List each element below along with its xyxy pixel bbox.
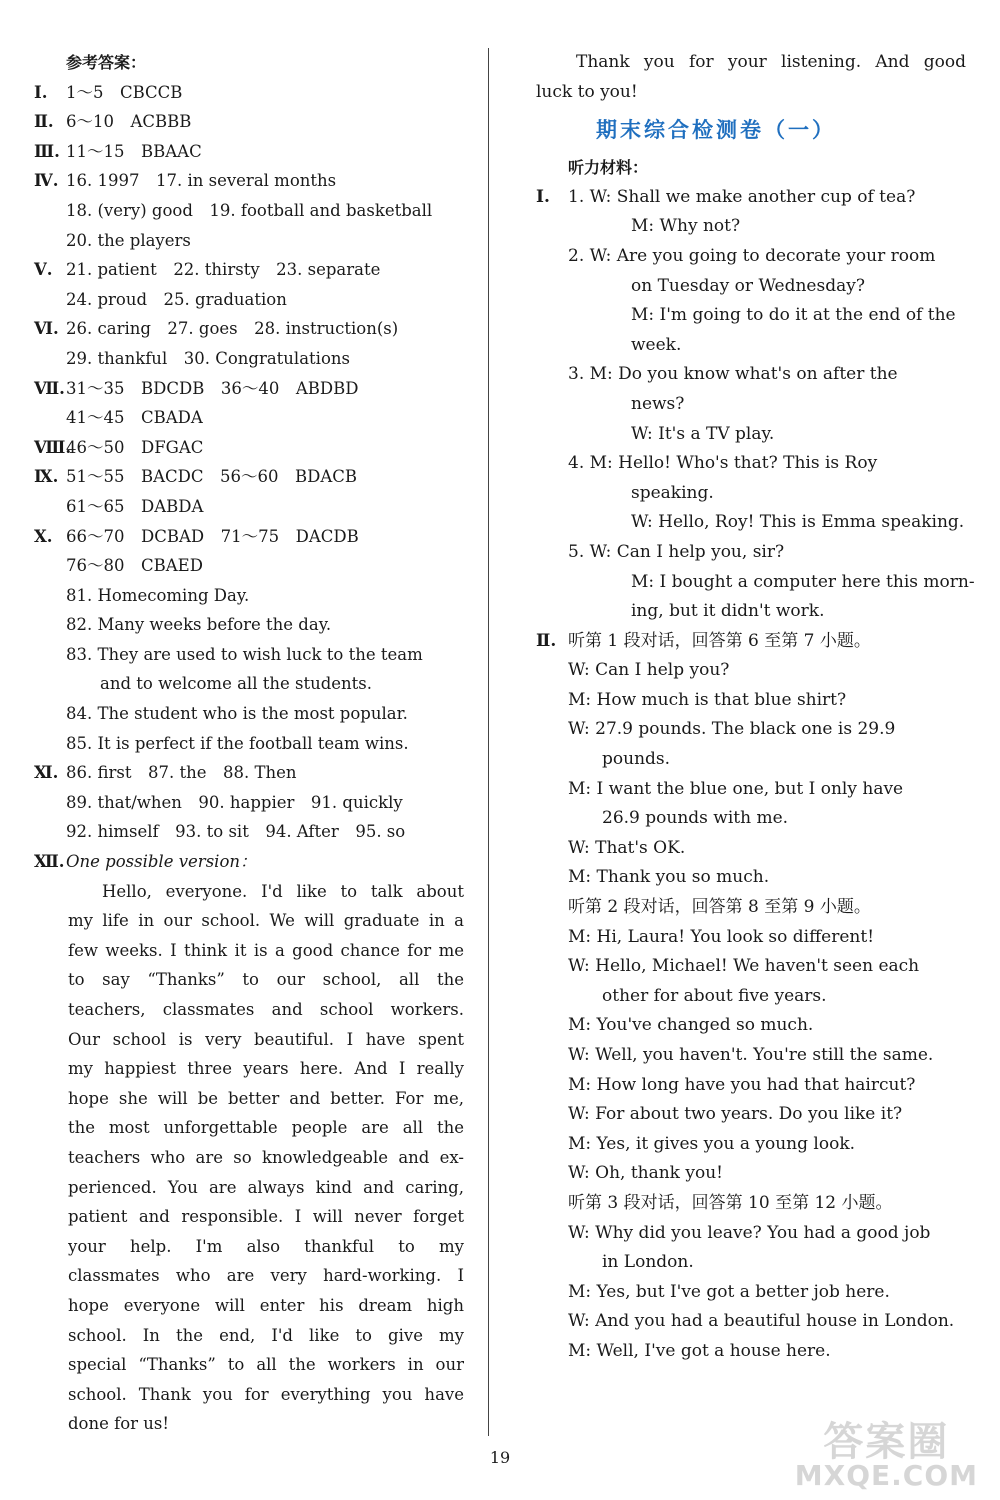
list-item: [536, 390, 966, 420]
list-item: [536, 242, 966, 272]
line-text: M: I bought a computer here this morn-: [631, 571, 975, 592]
list-item: [34, 255, 464, 285]
line-text: 92. himself 93. to sit 94. After 95. so: [66, 822, 406, 842]
line-text: 41～45 CBADA: [66, 408, 203, 428]
list-item: [536, 863, 966, 893]
section-number: Ⅵ.: [34, 319, 59, 339]
line-text: 6～10 ACBBB: [66, 112, 192, 132]
paragraph-text: Hello, everyone. I'd like to talk about: [102, 881, 464, 901]
essay-paragraph: [34, 877, 464, 1439]
list-item: [536, 893, 966, 923]
line-text: 31～35 BDCDB 36～40 ABDBD: [66, 378, 359, 398]
list-item: [34, 344, 464, 374]
page-number: 19: [489, 1448, 511, 1467]
list-item: [34, 137, 464, 167]
line-text: 83. They are used to wish luck to the team: [66, 644, 423, 664]
line-text: W: And you had a beautiful house in London.: [568, 1311, 955, 1332]
list-item: [536, 212, 966, 242]
line-text: other for about five years.: [602, 985, 827, 1006]
section-number: Ⅺ.: [34, 763, 59, 783]
paragraph-text: classmates who are very hard-working. I: [68, 1266, 464, 1286]
line-text: and to welcome all the students.: [100, 674, 373, 694]
line-text: M: Thank you so much.: [568, 867, 770, 888]
paragraph-line: [536, 48, 966, 78]
right-column: [536, 48, 975, 1367]
line-text: 85. It is perfect if the football team wins.: [66, 733, 409, 753]
paragraph-text: school. In the end, I'd like to give my: [68, 1325, 464, 1345]
paragraph-text: done for us!: [68, 1414, 170, 1434]
list-item: [34, 610, 464, 640]
list-item: [536, 1337, 966, 1367]
answer-heading: [34, 48, 464, 78]
list-item: [536, 1307, 966, 1337]
line-text: 76～80 CBAED: [66, 556, 203, 576]
list-item: [536, 923, 966, 953]
line-text: 89. that/when 90. happier 91. quickly: [66, 792, 403, 812]
paragraph-line: [536, 78, 966, 108]
line-text: W: Hello, Michael! We haven't seen each: [568, 956, 920, 977]
line-text: ing, but it didn't work.: [631, 601, 825, 622]
section-number: Ⅰ.: [536, 186, 550, 207]
answer-list: [34, 78, 464, 847]
line-text: 61～65 DABDA: [66, 496, 204, 516]
paragraph-line: [34, 1261, 464, 1291]
line-text: M: How much is that blue shirt?: [568, 689, 847, 710]
paragraph-text: luck to you!: [536, 81, 638, 102]
list-item: [34, 196, 464, 226]
list-item: [536, 183, 966, 213]
paragraph-text: my happiest three years here. And I really: [68, 1059, 464, 1079]
line-text: 29. thankful 30. Congratulations: [66, 348, 350, 368]
section-number: Ⅰ.: [34, 82, 48, 102]
transcript-list: [536, 183, 975, 1367]
line-text: 听第 3 段对话，回答第 10 至第 12 小题。: [568, 1192, 893, 1213]
line-text: 26. caring 27. goes 28. instruction(s): [66, 319, 399, 339]
line-text: W: For about two years. Do you like it?: [568, 1104, 903, 1125]
list-item: [536, 1159, 966, 1189]
paragraph-text: your help. I'm also thankful to my: [68, 1236, 464, 1256]
line-text: W: 27.9 pounds. The black one is 29.9: [568, 719, 896, 740]
list-item: [34, 433, 464, 463]
list-item: [34, 314, 464, 344]
line-text: M: Yes, it gives you a young look.: [568, 1133, 856, 1154]
list-item: [34, 729, 464, 759]
section-number: Ⅻ.: [34, 852, 65, 872]
line-text: M: Well, I've got a house here.: [568, 1340, 831, 1361]
paragraph-text: Our school is very beautiful. I have spent: [68, 1029, 464, 1049]
line-text: 86. first 87. the 88. Then: [66, 763, 297, 783]
line-text: W: Well, you haven't. You're still the same.: [568, 1045, 934, 1065]
line-text: W: It's a TV play.: [631, 423, 775, 444]
list-item: [536, 775, 966, 805]
paragraph-text: teachers, classmates and school workers.: [68, 1000, 464, 1019]
watermark-logo: [794, 1419, 978, 1492]
paragraph-line: [34, 1409, 464, 1439]
essay-label: One possible version：: [66, 852, 257, 872]
list-item: [34, 699, 464, 729]
intro-text: [536, 48, 966, 107]
paragraph-line: [34, 906, 464, 936]
section-heading-line: [536, 153, 966, 183]
list-item: [536, 1071, 966, 1101]
paragraph-line: [34, 1232, 464, 1262]
watermark-top: 答案圈: [823, 1419, 950, 1465]
list-item: [34, 107, 464, 137]
list-item: [536, 952, 966, 982]
list-item: [34, 403, 464, 433]
line-text: 84. The student who is the most popular.: [66, 704, 408, 724]
list-item: [536, 804, 966, 834]
list-item: [536, 982, 966, 1012]
paragraph-line: [34, 1173, 464, 1203]
paragraph-line: [34, 877, 464, 907]
paragraph-line: [34, 936, 464, 966]
paragraph-line: [34, 1321, 464, 1351]
line-text: 21. patient 22. thirsty 23. separate: [66, 260, 381, 280]
line-text: 3. M: Do you know what's on after the: [568, 364, 898, 385]
list-item: [34, 285, 464, 315]
list-item: [536, 834, 966, 864]
list-item: [536, 745, 966, 775]
list-item: [536, 479, 966, 509]
list-item: [536, 1130, 966, 1160]
line-text: week.: [631, 334, 682, 355]
paragraph-line: [34, 1113, 464, 1143]
list-item: [536, 420, 966, 450]
list-item: [536, 1041, 966, 1071]
line-text: 24. proud 25. graduation: [66, 289, 287, 309]
line-text: pounds.: [602, 749, 671, 770]
left-column: [34, 48, 464, 1439]
line-text: M: I'm going to do it at the end of the: [631, 305, 956, 326]
watermark-bottom: MXQE.COM: [794, 1459, 978, 1492]
list-item: [536, 272, 966, 302]
line-text: 20. the players: [66, 230, 191, 250]
list-item: [34, 817, 464, 847]
section-number: Ⅳ.: [34, 171, 59, 191]
line-text: W: That's OK.: [568, 837, 686, 858]
paragraph-line: [34, 1025, 464, 1055]
list-item: [536, 360, 966, 390]
paragraph-text: the most unforgettable people are all the: [68, 1118, 464, 1138]
paragraph-text: my life in our school. We will graduate in a: [68, 911, 464, 931]
list-item: [34, 166, 464, 196]
line-text: 66～70 DCBAD 71～75 DACDB: [66, 526, 359, 546]
paragraph-text: few weeks. I think it is a good chance for me: [68, 940, 464, 960]
section-number: Ⅱ.: [536, 630, 557, 651]
list-item: [34, 640, 464, 670]
essay-label-line: [34, 847, 464, 877]
list-item: [34, 581, 464, 611]
answer-heading-text: 参考答案：: [66, 53, 147, 72]
paragraph-text: Thank you for your listening. And good: [576, 52, 966, 72]
list-item: [34, 551, 464, 581]
line-text: M: Yes, but I've got a better job here.: [568, 1281, 890, 1302]
section-number: Ⅱ.: [34, 112, 54, 132]
line-text: 81. Homecoming Day.: [66, 585, 250, 605]
line-text: 听第 2 段对话，回答第 8 至第 9 小题。: [568, 897, 871, 918]
section-number: Ⅲ.: [34, 141, 60, 161]
list-item: [34, 492, 464, 522]
list-item: [34, 226, 464, 256]
paragraph-line: [34, 1143, 464, 1173]
paragraph-text: hope she will be better and better. For me,: [68, 1088, 464, 1108]
paragraph-line: [34, 1084, 464, 1114]
line-text: 4. M: Hello! Who's that? This is Roy: [568, 453, 878, 474]
list-item: [536, 508, 966, 538]
line-text: 46～50 DFGAC: [66, 437, 204, 457]
paragraph-line: [34, 1054, 464, 1084]
line-text: 5. W: Can I help you, sir?: [568, 541, 785, 562]
paragraph-line: [34, 965, 464, 995]
section-number: Ⅶ.: [34, 378, 65, 398]
paragraph-line: [34, 1291, 464, 1321]
line-text: on Tuesday or Wednesday?: [631, 275, 865, 296]
line-text: W: Why did you leave? You had a good job: [568, 1222, 931, 1243]
section-number: Ⅹ.: [34, 526, 53, 546]
line-text: W: Oh, thank you!: [568, 1163, 724, 1184]
paragraph-line: [34, 1350, 464, 1380]
paragraph-text: special “Thanks” to all the workers in our: [68, 1355, 464, 1375]
line-text: 听第 1 段对话，回答第 6 至第 7 小题。: [568, 630, 871, 651]
line-text: news?: [631, 393, 685, 414]
paragraph-text: to say “Thanks” to our school, all the: [68, 970, 464, 990]
list-item: [536, 597, 966, 627]
line-text: 1～5 CBCCB: [66, 82, 183, 102]
paragraph-text: school. Thank you for everything you have: [68, 1384, 464, 1404]
exam-title-line: [536, 107, 966, 153]
list-item: [536, 1248, 966, 1278]
list-item: [536, 1100, 966, 1130]
list-item: [34, 669, 464, 699]
line-text: M: How long have you had that haircut?: [568, 1074, 916, 1095]
paragraph-line: [34, 1380, 464, 1410]
paragraph-text: patient and responsible. I will never forget: [68, 1207, 464, 1227]
list-item: [34, 758, 464, 788]
line-text: M: You've changed so much.: [568, 1015, 814, 1036]
list-item: [536, 331, 966, 361]
line-text: 11～15 BBAAC: [66, 141, 202, 161]
list-item: [536, 301, 966, 331]
column-divider: [488, 48, 489, 1436]
line-text: M: Hi, Laura! You look so different!: [568, 926, 875, 947]
list-item: [536, 1011, 966, 1041]
list-item: [536, 449, 966, 479]
list-item: [34, 462, 464, 492]
paragraph-text: teachers who are so knowledgeable and ex-: [68, 1147, 464, 1167]
line-text: W: Hello, Roy! This is Emma speaking.: [631, 512, 965, 533]
line-text: 16. 1997 17. in several months: [66, 171, 337, 191]
list-item: [536, 656, 966, 686]
section-number: Ⅸ.: [34, 467, 59, 487]
list-item: [536, 686, 966, 716]
list-item: [34, 78, 464, 108]
list-item: [536, 715, 966, 745]
line-text: 26.9 pounds with me.: [602, 808, 789, 829]
line-text: in London.: [602, 1252, 694, 1273]
line-text: 51～55 BACDC 56～60 BDACB: [66, 467, 358, 487]
list-item: [536, 568, 975, 598]
line-text: M: I want the blue one, but I only have: [568, 778, 904, 799]
list-item: [34, 374, 464, 404]
section-heading: 听力材料：: [568, 158, 649, 178]
line-text: M: Why not?: [631, 216, 741, 237]
line-text: 82. Many weeks before the day.: [66, 615, 332, 635]
list-item: [536, 1219, 966, 1249]
paragraph-line: [34, 995, 464, 1025]
section-number: Ⅴ.: [34, 260, 53, 280]
section-number: Ⅷ.: [34, 437, 72, 457]
list-item: [536, 1278, 966, 1308]
list-item: [34, 522, 464, 552]
line-text: 1. W: Shall we make another cup of tea?: [568, 186, 916, 207]
list-item: [536, 538, 966, 568]
line-text: 2. W: Are you going to decorate your room: [568, 245, 936, 266]
paragraph-text: hope everyone will enter his dream high: [68, 1295, 464, 1315]
line-text: speaking.: [631, 482, 714, 503]
list-item: [536, 1189, 966, 1219]
list-item: [34, 788, 464, 818]
exam-title: 期末综合检测卷（一）: [596, 118, 836, 143]
line-text: 18. (very) good 19. football and basketball: [66, 200, 433, 220]
list-item: [536, 627, 966, 657]
line-text: W: Can I help you?: [568, 660, 730, 681]
paragraph-text: perienced. You are always kind and caring,: [68, 1177, 464, 1197]
paragraph-line: [34, 1202, 464, 1232]
